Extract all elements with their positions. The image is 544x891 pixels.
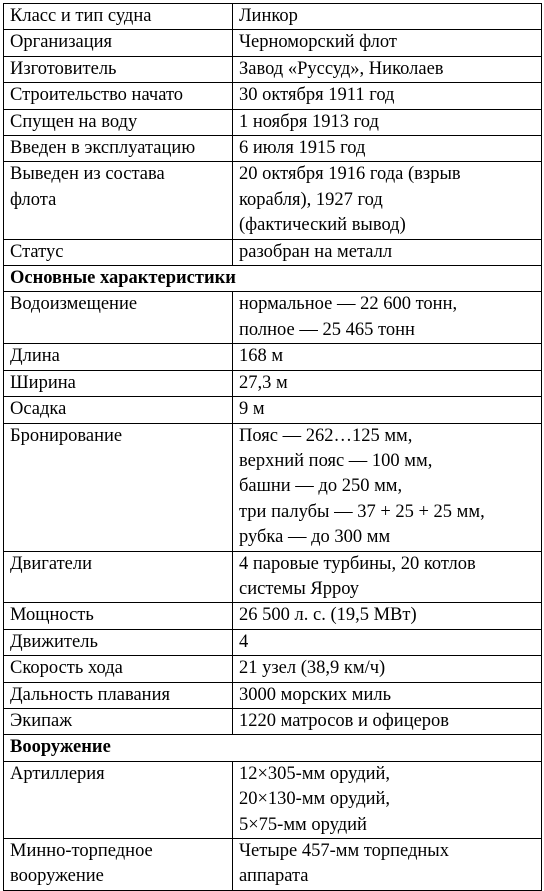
- table-row: [4, 603, 542, 629]
- table-row: [4, 83, 542, 109]
- spec-label: Артиллерия: [4, 761, 233, 838]
- spec-label: Статус: [4, 239, 233, 265]
- spec-value: Пояс — 262…125 мм, верхний пояс — 100 мм, башни — до 250 мм, три палубы — 37 + 25 + 25 мм, рубка — до 300 мм: [233, 423, 542, 551]
- spec-label: Минно-торпедное вооружение: [4, 839, 233, 891]
- spec-value: нормальное — 22 600 тонн, полное — 25 465 тонн: [233, 292, 542, 344]
- section-header-row: [4, 266, 542, 292]
- spec-value: 30 октября 1911 год: [233, 83, 542, 109]
- spec-value: 12×305-мм орудий, 20×130-мм орудий, 5×75-мм орудий: [233, 761, 542, 838]
- spec-value: Линкор: [233, 4, 542, 30]
- spec-label: Строительство начато: [4, 83, 233, 109]
- table-row: [4, 397, 542, 423]
- table-row: [4, 370, 542, 396]
- table-row: [4, 839, 542, 891]
- spec-label: Экипаж: [4, 708, 233, 734]
- table-row: [4, 656, 542, 682]
- spec-value: 1 ноября 1913 год: [233, 109, 542, 135]
- table-row: [4, 682, 542, 708]
- spec-value: 20 октября 1916 года (взрыв корабля), 1927 год (фактический вывод): [233, 162, 542, 239]
- specs-body: [4, 4, 542, 891]
- spec-value: 4: [233, 629, 542, 655]
- section-title: Основные характеристики: [4, 266, 542, 292]
- spec-label: Скорость хода: [4, 656, 233, 682]
- spec-value: 21 узел (38,9 км/ч): [233, 656, 542, 682]
- spec-label: Ширина: [4, 370, 233, 396]
- spec-value: разобран на металл: [233, 239, 542, 265]
- table-row: [4, 629, 542, 655]
- table-row: [4, 4, 542, 30]
- spec-label: Двигатели: [4, 551, 233, 603]
- spec-label: Длина: [4, 344, 233, 370]
- spec-value: Четыре 457-мм торпедных аппарата: [233, 839, 542, 891]
- spec-label: Спущен на воду: [4, 109, 233, 135]
- table-row: [4, 109, 542, 135]
- table-row: [4, 292, 542, 344]
- table-row: [4, 162, 542, 239]
- table-row: [4, 344, 542, 370]
- spec-value: 168 м: [233, 344, 542, 370]
- section-header-row: [4, 735, 542, 761]
- spec-value: 26 500 л. с. (19,5 МВт): [233, 603, 542, 629]
- spec-value: 9 м: [233, 397, 542, 423]
- spec-label: Дальность плавания: [4, 682, 233, 708]
- spec-label: Движитель: [4, 629, 233, 655]
- spec-label: Класс и тип судна: [4, 4, 233, 30]
- spec-label: Выведен из состава флота: [4, 162, 233, 239]
- spec-value: 4 паровые турбины, 20 котлов системы Ярроу: [233, 551, 542, 603]
- spec-label: Осадка: [4, 397, 233, 423]
- table-row: [4, 56, 542, 82]
- table-row: [4, 136, 542, 162]
- table-row: [4, 239, 542, 265]
- spec-value: 27,3 м: [233, 370, 542, 396]
- spec-label: Водоизмещение: [4, 292, 233, 344]
- table-row: [4, 551, 542, 603]
- spec-label: Введен в эксплуатацию: [4, 136, 233, 162]
- spec-value: 1220 матросов и офицеров: [233, 708, 542, 734]
- table-row: [4, 708, 542, 734]
- table-row: [4, 30, 542, 56]
- spec-label: Мощность: [4, 603, 233, 629]
- table-row: [4, 761, 542, 838]
- spec-value: 6 июля 1915 год: [233, 136, 542, 162]
- spec-value: Завод «Руссуд», Николаев: [233, 56, 542, 82]
- spec-value: 3000 морских миль: [233, 682, 542, 708]
- ship-specs-table: [3, 3, 542, 891]
- spec-label: Бронирование: [4, 423, 233, 551]
- table-row: [4, 423, 542, 551]
- spec-label: Организация: [4, 30, 233, 56]
- spec-value: Черноморский флот: [233, 30, 542, 56]
- spec-label: Изготовитель: [4, 56, 233, 82]
- section-title: Вооружение: [4, 735, 542, 761]
